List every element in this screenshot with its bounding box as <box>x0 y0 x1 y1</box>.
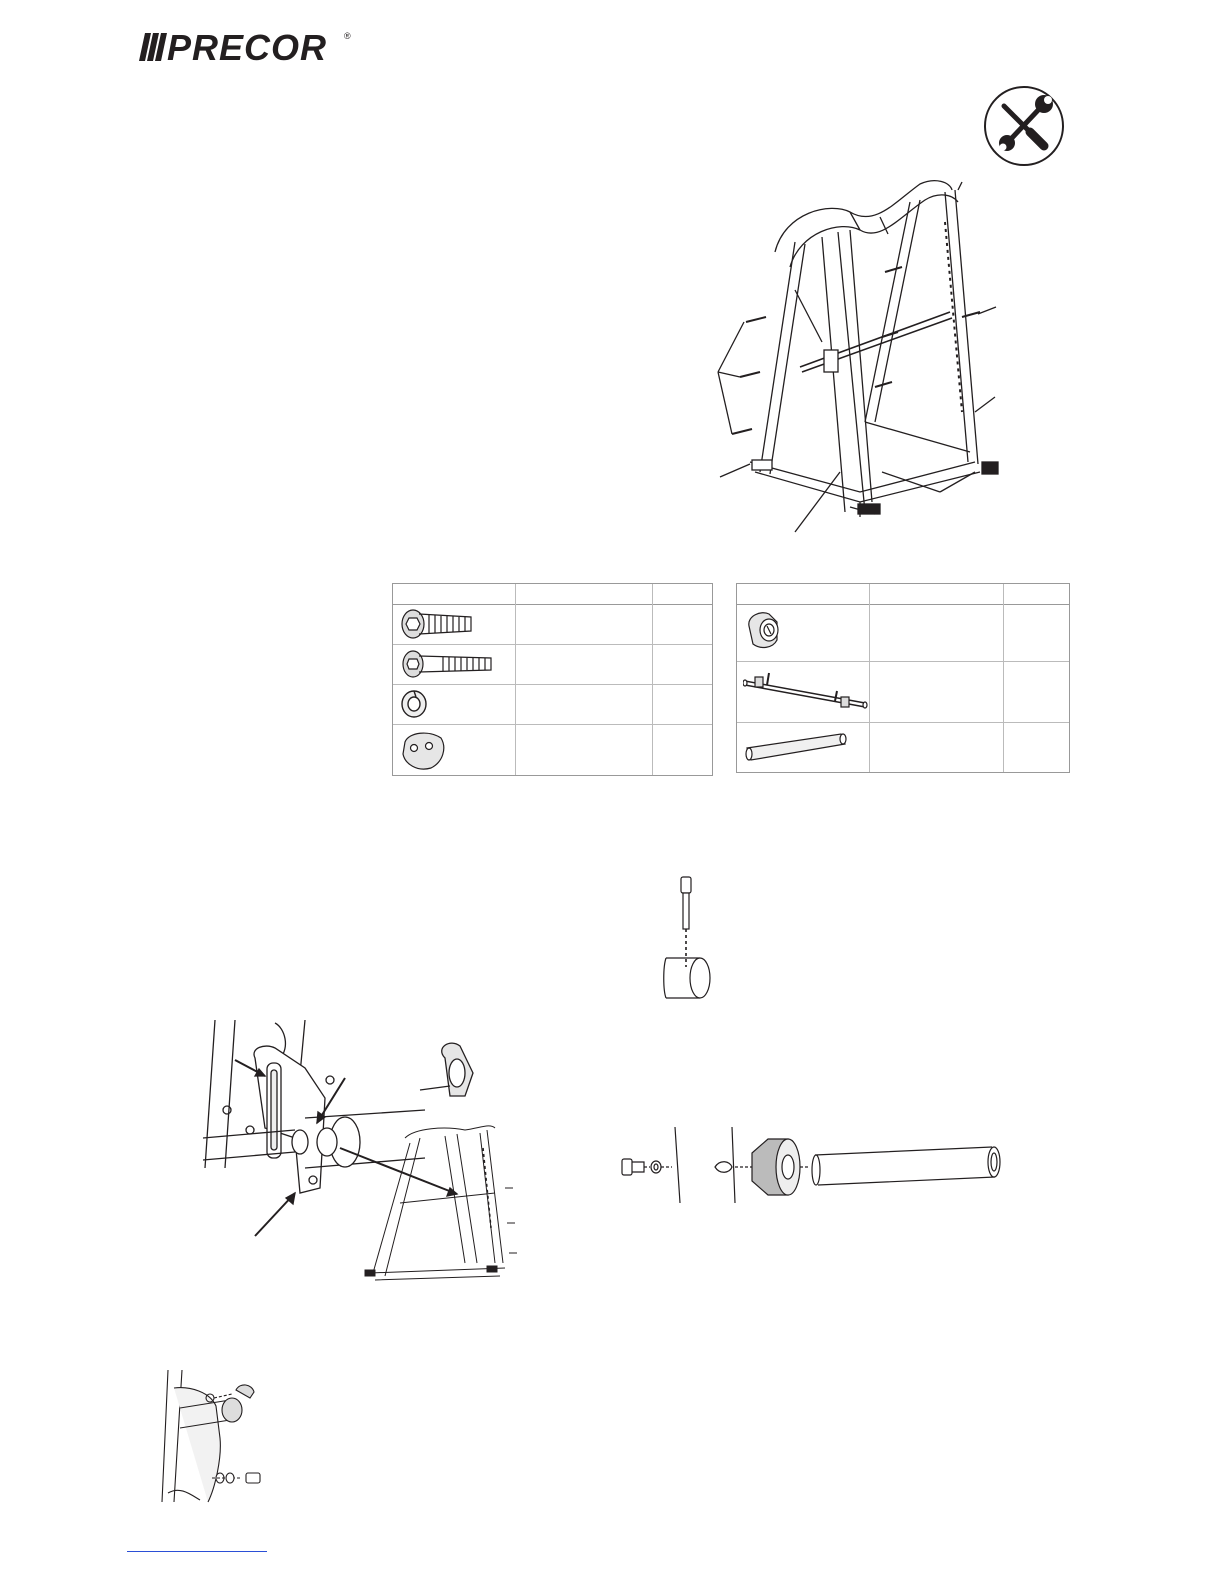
screwdriver-wrench-icon <box>982 84 1066 168</box>
pin-insertion-illustration <box>660 872 720 1002</box>
footer-link-underline[interactable] <box>127 1551 267 1552</box>
safety-hook-plate-icon <box>399 728 449 772</box>
table-header <box>737 584 1069 605</box>
table-row <box>393 604 712 645</box>
table-row <box>737 722 1069 772</box>
sleeve-tube-icon <box>743 726 848 766</box>
smith-machine-overview-illustration <box>700 172 1020 542</box>
table-row <box>393 724 712 775</box>
table-row <box>393 644 712 685</box>
table-row <box>737 604 1069 662</box>
table-header <box>393 584 712 605</box>
table-row <box>393 684 712 725</box>
bar-end-collar-icon <box>743 608 783 652</box>
table-row <box>737 661 1069 723</box>
bar-collar-assembly-illustration <box>620 1125 1010 1205</box>
precor-logo <box>137 27 352 67</box>
safety-hook-assembly-illustration <box>195 1018 525 1293</box>
logo-wordmark: PRECOR <box>167 27 328 67</box>
lock-washer-icon <box>399 688 429 720</box>
barbell-icon <box>743 665 868 715</box>
hardware-table-left <box>392 583 713 776</box>
socket-head-bolt-icon <box>399 648 494 680</box>
long-socket-head-bolt-icon <box>399 608 474 640</box>
bolt-attachment-detail-illustration <box>160 1368 270 1503</box>
registered-mark: ® <box>344 31 351 41</box>
hardware-table-right <box>736 583 1070 773</box>
